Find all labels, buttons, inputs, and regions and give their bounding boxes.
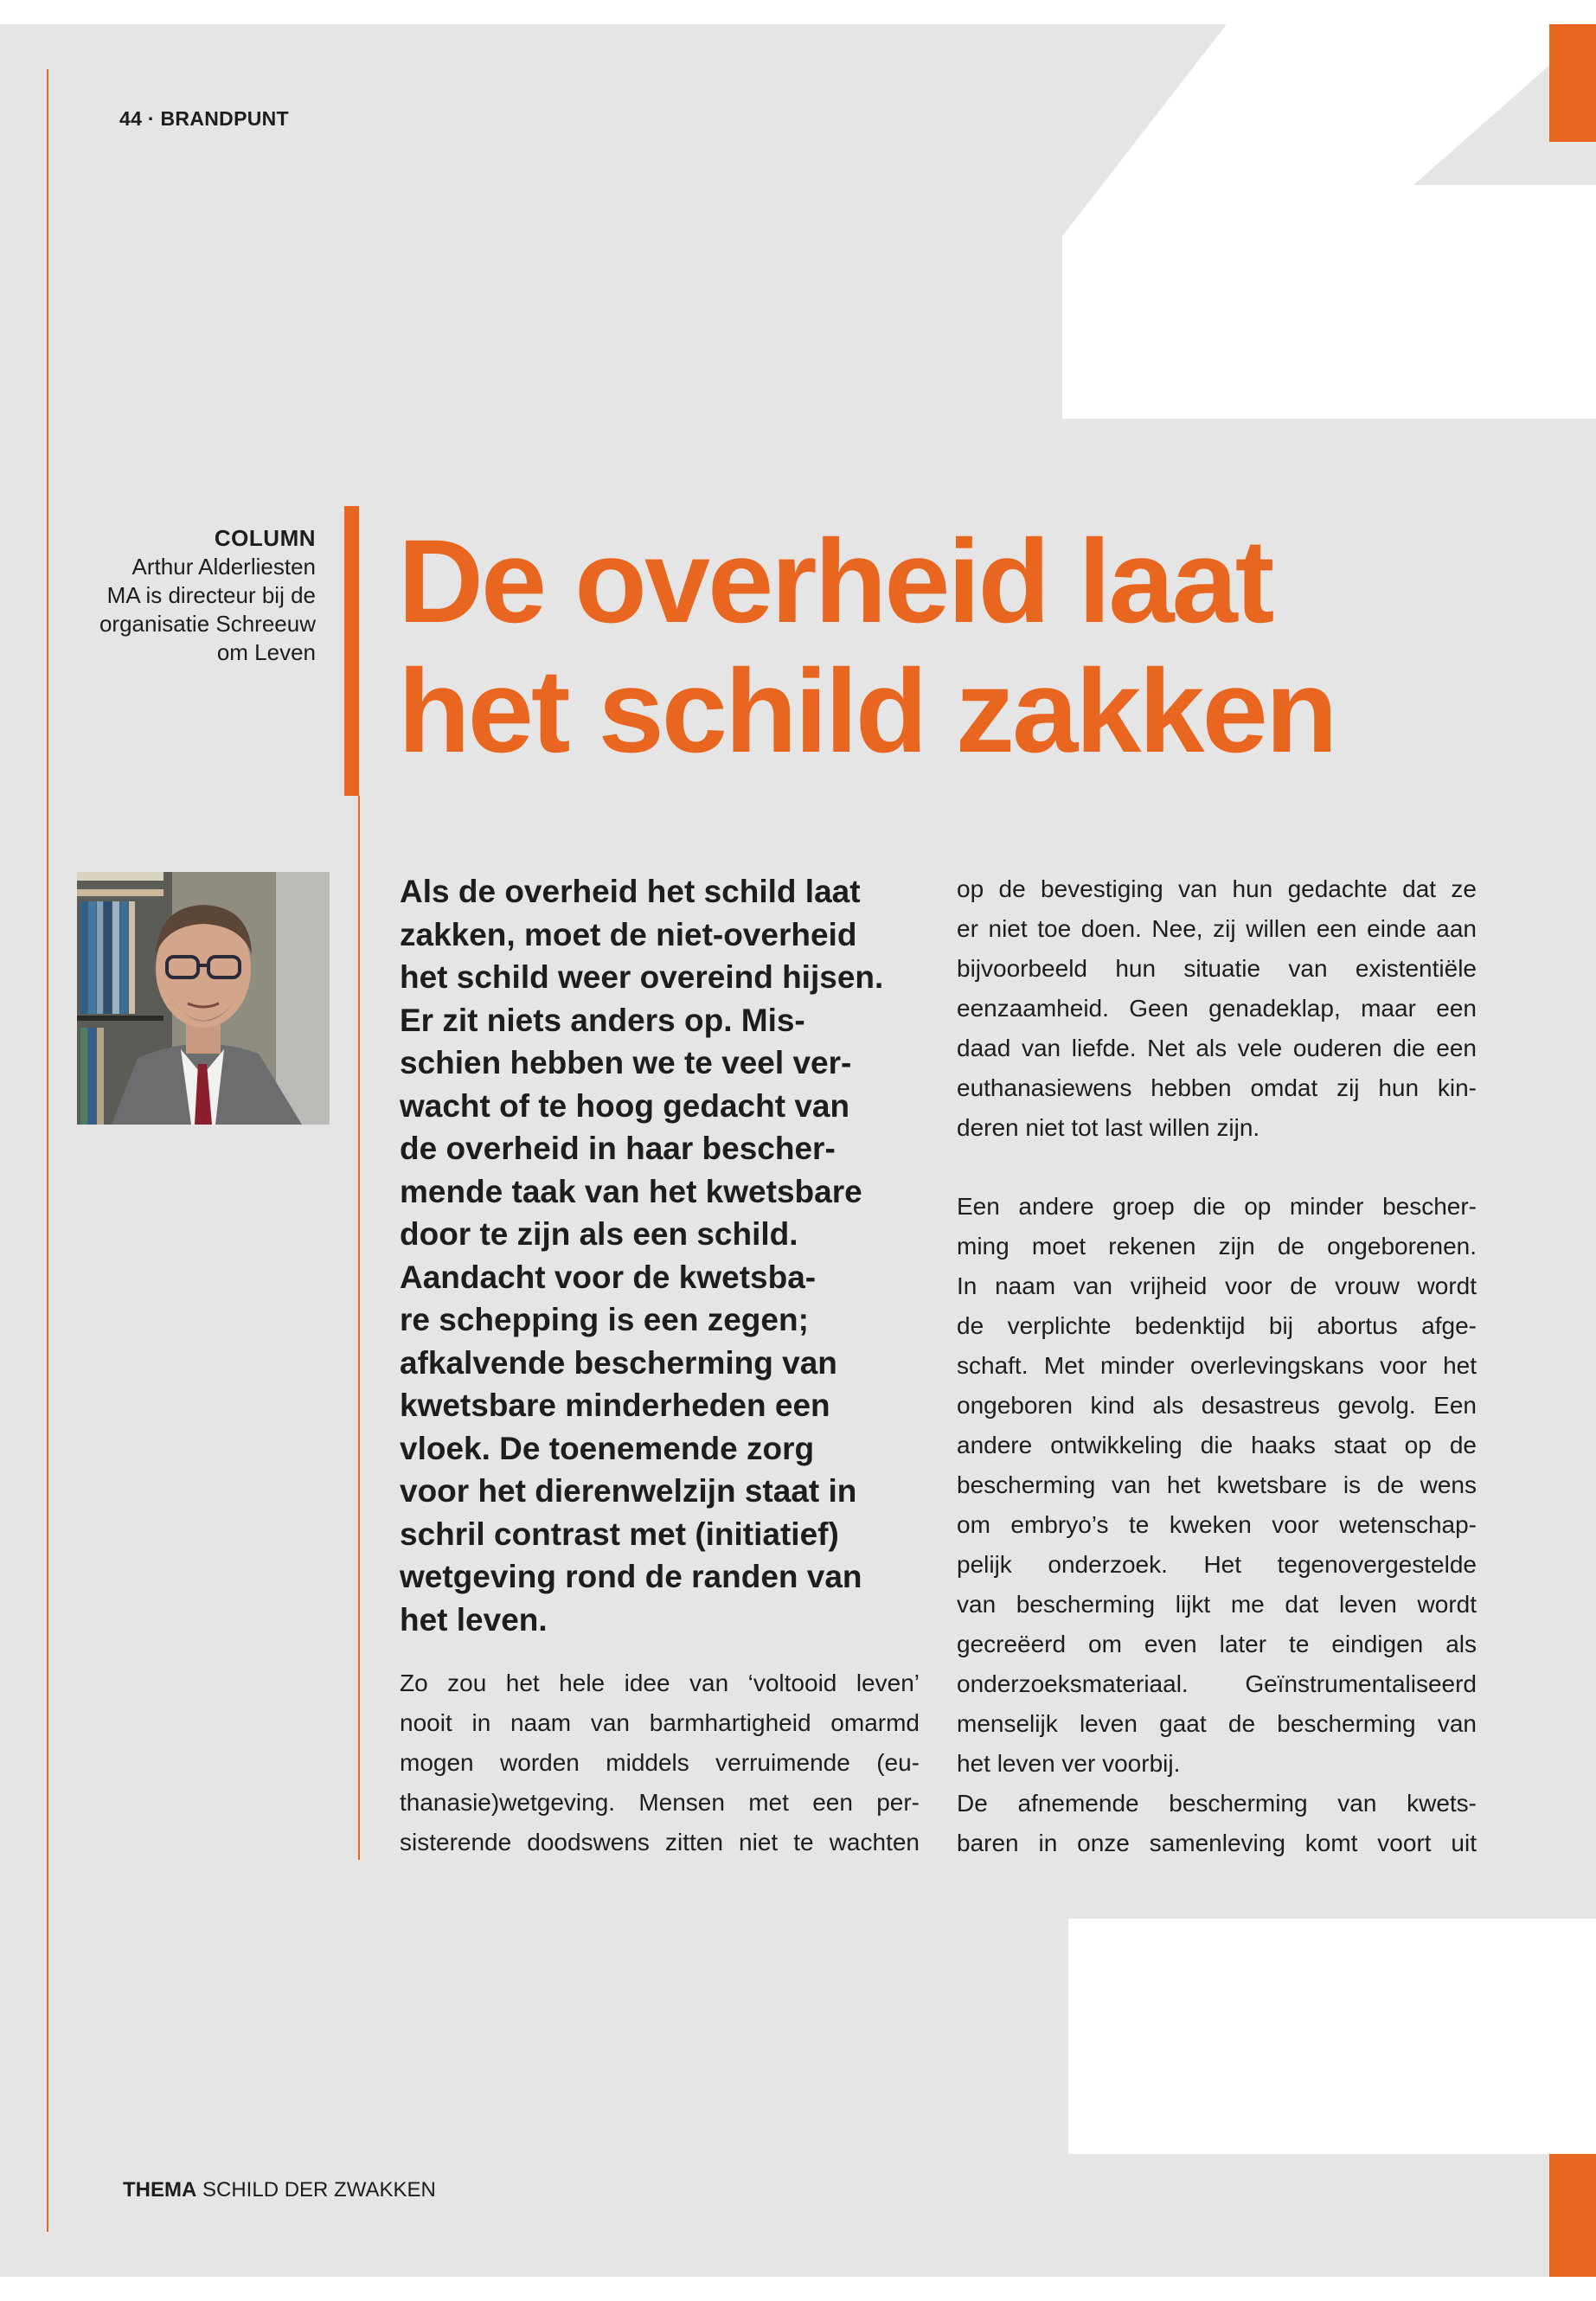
body-line: bijvoorbeeld hun situatie van existentiële [957,955,1477,982]
lead-line: wetgeving rond de randen van [400,1559,862,1594]
body-line: thanasie)wetgeving. Mensen met een per- [400,1789,920,1816]
body-line: sisterende doodswens zitten niet te wachten [400,1829,920,1856]
author-line: MA is directeur bij de [106,582,316,608]
body-column-2-paragraph-2 [957,1187,1477,1784]
author-line: organisatie Schreeuw [99,611,316,637]
body-line: van bescherming lijkt me dat leven wordt [957,1591,1477,1618]
body-line: pelijk onderzoek. Het tegenovergestelde [957,1551,1477,1578]
body-line: nooit in naam van barmhartigheid omarmd [400,1709,920,1736]
left-margin-line [47,69,48,2232]
body-line: er niet toe doen. Nee, zij willen een einde aan [957,915,1477,942]
lead-line: het leven. [400,1601,548,1638]
body-line: op de bevestiging van hun gedachte dat ze [957,875,1477,902]
lead-line: mende taak van het kwetsbare [400,1173,862,1209]
lead-line: het schild weer overeind hijsen. [400,959,884,995]
body-line: menselijk leven gaat de bescherming van [957,1710,1477,1737]
body-line: schaft. Met minder overlevingskans voor het [957,1352,1477,1379]
body-line: het leven ver voorbij. [957,1750,1181,1777]
body-line: onderzoeksmateriaal. Geïnstrumentaliseerd [957,1670,1477,1697]
column-label: COLUMN [214,525,316,551]
body-line: baren in onze samenleving komt voort uit [957,1830,1477,1856]
body-line: bescherming van het kwetsbare is de wens [957,1471,1477,1498]
footer-theme-title: SCHILD DER ZWAKKEN [202,2178,436,2202]
lead-line: kwetsbare minderheden een [400,1388,830,1423]
orange-corner-block-bottom [1549,2154,1596,2277]
body-line: mogen worden middels verruimende (eu- [400,1749,920,1776]
body-line: gecreëerd om even later te eindigen als [957,1631,1477,1657]
author-line: Arthur Alderliesten [131,554,316,580]
body-column-1 [400,1663,920,1862]
body-line: Een andere groep die op minder bescher- [957,1193,1477,1220]
body-line: De afnemende bescherming van kwets- [957,1790,1477,1817]
lead-line: Als de overheid het schild laat [400,874,861,909]
footer-theme-label [123,2178,436,2202]
body-line: In naam van vrijheid voor de vrouw wordt [957,1272,1477,1299]
article-title [398,517,1522,777]
body-line: eenzaamheid. Geen genadeklap, maar een [957,995,1477,1022]
lead-line: vloek. De toenemende zorg [400,1430,815,1466]
body-line: ongeboren kind als desastreus gevolg. Een [957,1392,1477,1419]
body-line: om embryo’s te kweken voor wetenschap- [957,1511,1477,1538]
lead-line: de overheid in haar bescher- [400,1131,836,1166]
lead-line: Aandacht voor de kwetsba- [400,1259,817,1295]
lead-paragraph [400,870,932,1641]
lead-line: schien hebben we te veel ver- [400,1045,852,1080]
title-line: De overheid laat [398,516,1272,648]
title-accent-bar [344,506,359,796]
title-line: het schild zakken [398,645,1336,778]
body-line: Zo zou het hele idee van ‘voltooid leven’ [400,1670,920,1696]
body-line: de verplichte bedenktijd bij abortus afge- [957,1312,1477,1339]
body-column-2-paragraph-3 [957,1784,1477,1863]
column-info [61,524,316,667]
lead-line: door te zijn als een schild. [400,1216,798,1252]
orange-corner-block-top [1549,24,1596,142]
body-line: deren niet tot last willen zijn. [957,1114,1260,1141]
author-photo [77,872,330,1125]
body-line: euthanasiewens hebben omdat zij hun kin- [957,1074,1477,1101]
page-header-label: 44 · BRANDPUNT [119,107,289,130]
lead-line: re schepping is een zegen; [400,1302,809,1337]
body-line: daad van liefde. Net als vele ouderen die een [957,1035,1477,1061]
body-accent-line [358,796,360,1860]
lead-line: zakken, moet de niet-overheid [400,916,857,952]
author-line: om Leven [216,639,316,665]
lead-line: voor het dierenwelzijn staat in [400,1473,857,1509]
body-line: andere ontwikkeling die haaks staat op de [957,1432,1477,1458]
white-block-bottom [1068,1919,1596,2154]
body-column-2-paragraph-1 [957,869,1477,1148]
footer-theme-tag: THEMA [123,2178,197,2202]
lead-line: afkalvende bescherming van [400,1344,837,1381]
lead-line: Er zit niets anders op. Mis- [400,1002,805,1038]
lead-line: wacht of te hoog gedacht van [400,1087,850,1124]
lead-line: schril contrast met (initiatief) [400,1516,839,1552]
body-line: ming moet rekenen zijn de ongeborenen. [957,1233,1477,1259]
